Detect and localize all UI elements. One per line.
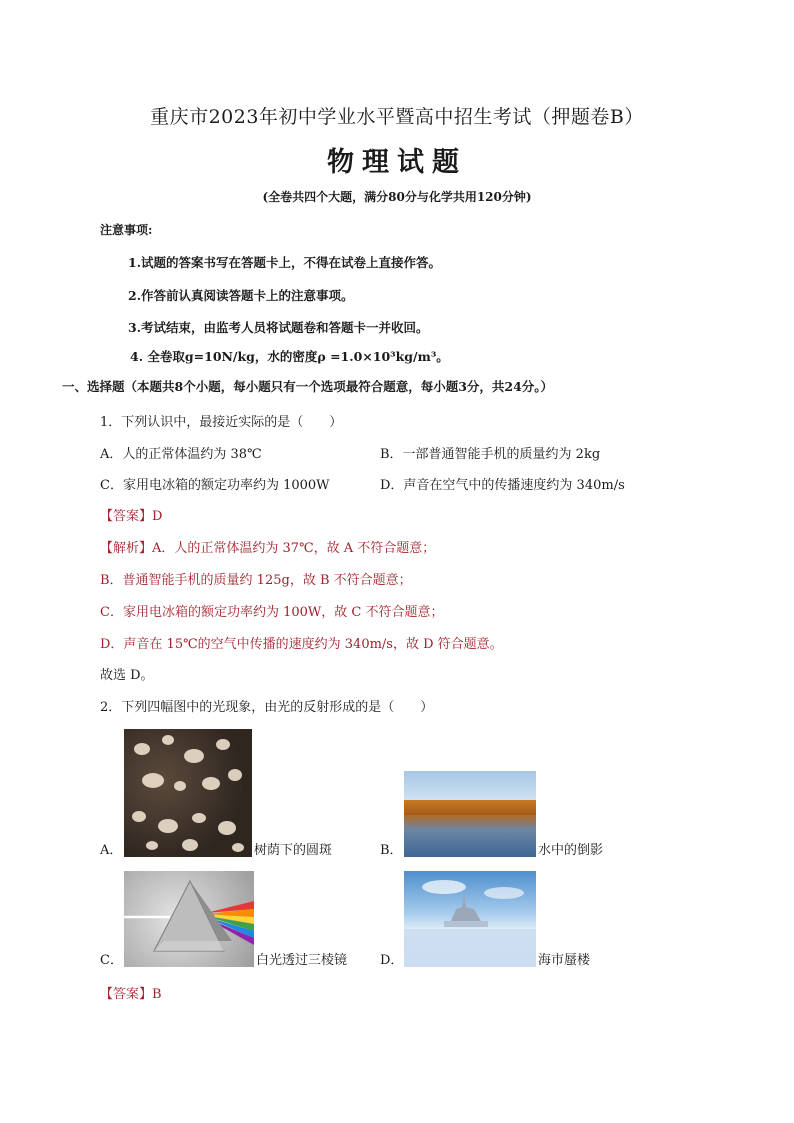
dappled-light-picture <box>124 729 252 857</box>
question-2-option-b <box>380 771 603 857</box>
question-1-answer <box>100 505 162 524</box>
section-heading: 一、选择题（本题共8个小题，每小题只有一个选项最符合题意，每小题3分，共24分。） <box>62 379 554 394</box>
question-2-option-d <box>380 871 590 967</box>
analysis-text: A．人的正常体温约为 37℃，故 A 不符合题意； <box>152 541 436 556</box>
reflection-picture <box>404 771 536 857</box>
option-label: 白光透过三棱镜 <box>256 953 348 968</box>
question-1-analysis-2: B．普通智能手机的质量约 125g，故 B 不符合题意； <box>100 573 412 588</box>
option-label: 水中的倒影 <box>538 843 604 858</box>
question-1-option-c: C．家用电冰箱的额定功率约为 1000W <box>100 478 330 493</box>
question-1-option-d: D．声音在空气中的传播速度约为 340m/s <box>380 478 625 493</box>
question-1-option-b: B．一部普通智能手机的质量约为 2kg <box>380 447 601 462</box>
question-2-option-a <box>100 729 332 857</box>
exam-title: 重庆市2023年初中学业水平暨高中招生考试（押题卷B） <box>150 106 644 128</box>
question-2-answer <box>100 983 162 1002</box>
notice-heading: 注意事项: <box>100 223 153 237</box>
option-letter: D． <box>380 953 404 968</box>
notice-item-1: 1.试题的答案书写在答题卡上，不得在试卷上直接作答。 <box>128 255 442 270</box>
answer-tag: 【答案】 <box>100 987 153 1002</box>
mirage-picture <box>404 871 536 967</box>
exam-subtitle: (全卷共四个大题，满分80分与化学共用120分钟) <box>262 190 532 204</box>
answer-value: D <box>152 509 163 524</box>
notice-item-4: 4. 全卷取g=10N/kg，水的密度ρ =1.0×10³kg/m³。 <box>130 349 449 364</box>
option-letter: A． <box>100 843 123 858</box>
option-label: 树荫下的圆斑 <box>254 843 333 858</box>
question-2-option-c <box>100 871 347 967</box>
option-letter: B． <box>380 843 403 858</box>
notice-item-3: 3.考试结束，由监考人员将试题卷和答题卡一并收回。 <box>128 320 429 335</box>
analysis-tag: 【解析】 <box>100 541 153 556</box>
prism-picture <box>124 871 254 967</box>
subject-title: 物理试题 <box>327 147 467 178</box>
question-2-stem: 2．下列四幅图中的光现象，由光的反射形成的是（ ） <box>100 700 434 715</box>
notice-item-2: 2.作答前认真阅读答题卡上的注意事项。 <box>128 288 354 303</box>
answer-tag: 【答案】 <box>100 509 153 524</box>
question-1-analysis-4: D．声音在 15℃的空气中传播的速度约为 340m/s，故 D 符合题意。 <box>100 637 503 652</box>
question-1-analysis-1 <box>100 537 435 556</box>
option-label: 海市蜃楼 <box>538 953 591 968</box>
question-1-option-a: A．人的正常体温约为 38℃ <box>100 447 262 462</box>
question-1-stem: 1．下列认识中，最接近实际的是（ ） <box>100 415 343 430</box>
question-1-conclusion: 故选 D。 <box>100 668 154 683</box>
option-letter: C． <box>100 953 123 968</box>
question-1-analysis-3: C．家用电冰箱的额定功率约为 100W，故 C 不符合题意； <box>100 605 444 620</box>
answer-value: B <box>152 987 162 1002</box>
